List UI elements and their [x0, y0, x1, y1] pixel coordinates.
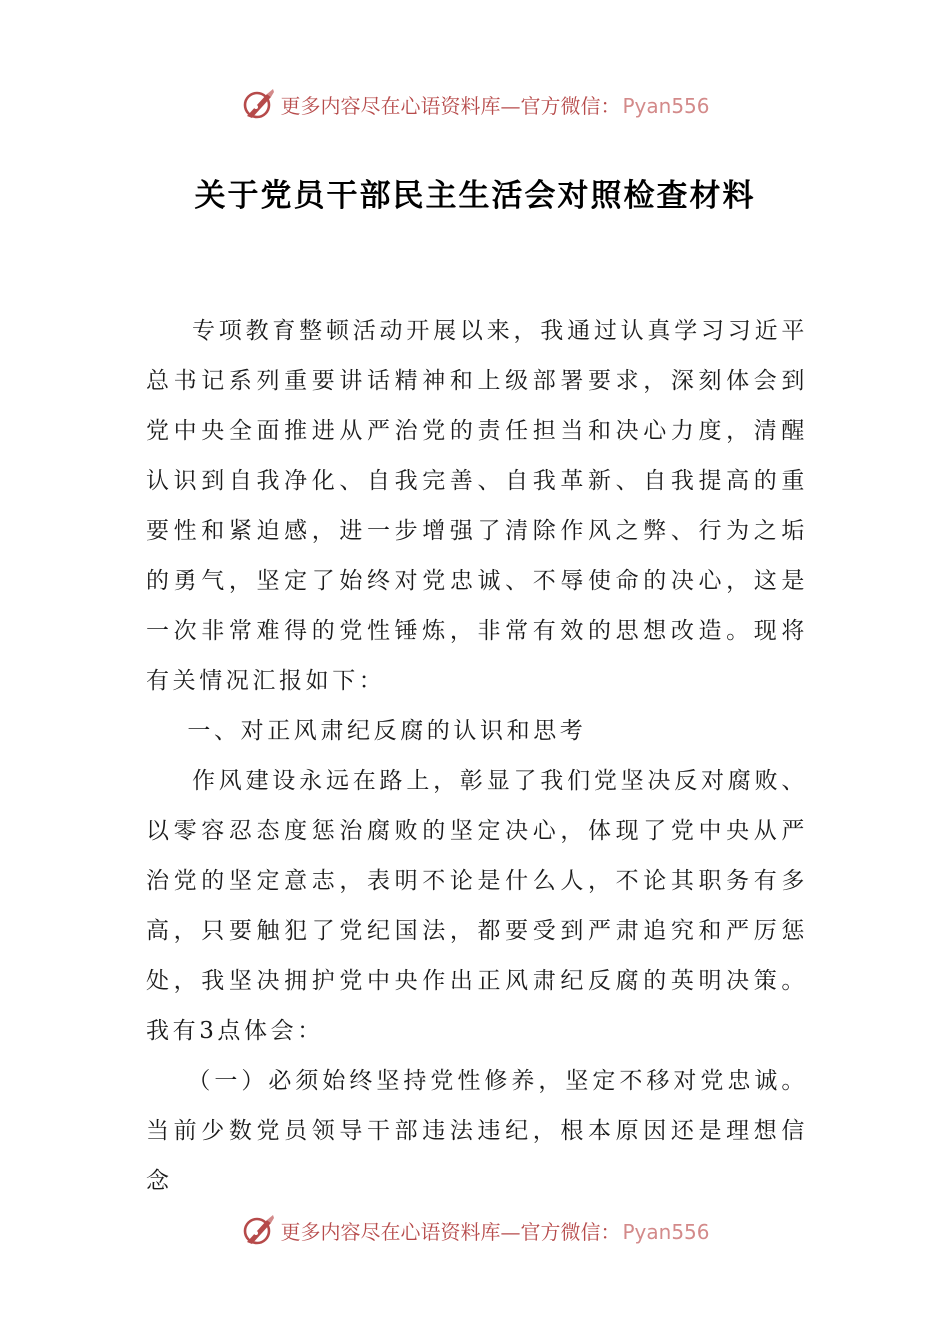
pen-nib-logo-icon	[240, 1212, 276, 1248]
paragraph-intro: 专项教育整顿活动开展以来，我通过认真学习习近平总书记系列重要讲话精神和上级部署要求，深刻体会到党中央全面推进从严治党的责任担当和决心力度，清醒认识到自我净化、自我完善、自我革新、自我提高的重要性和紧迫感，进一步增强了清除作风之弊、行为之垢的勇气，坚定了始终对党忠诚、不辱使命的决心，这是一次非常难得的党性锤炼，非常有效的思想改造。现将有关情况汇报如下：	[146, 318, 808, 694]
watermark-text: 更多内容尽在心语资料库—官方微信： Pyan556	[280, 93, 710, 118]
document-body	[146, 306, 808, 1206]
footer-watermark-banner	[0, 1208, 950, 1252]
wechat-id: Pyan556	[622, 1219, 710, 1244]
section-heading: 一、对正风肃纪反腐的认识和思考	[187, 718, 587, 744]
watermark-text: 更多内容尽在心语资料库—官方微信： Pyan556	[280, 1219, 710, 1244]
document-title: 关于党员干部民主生活会对照检查材料	[194, 178, 756, 214]
pen-nib-logo-icon	[240, 86, 276, 122]
paragraph-point-one: （一）必须始终坚持党性修养，坚定不移对党忠诚。当前少数党员领导干部违法违纪，根本原因还是理想信念	[146, 1068, 808, 1194]
header-watermark-banner	[0, 82, 950, 126]
paragraph-section-one: 作风建设永远在路上，彰显了我们党坚决反对腐败、以零容忍态度惩治腐败的坚定决心，体现了党中央从严治党的坚定意志，表明不论是什么人，不论其职务有多高，只要触犯了党纪国法，都要受到严肃追究和严厉惩处，我坚决拥护党中央作出正风肃纪反腐的英明决策。我有3点体会：	[146, 768, 808, 1044]
wechat-id: Pyan556	[622, 93, 710, 118]
